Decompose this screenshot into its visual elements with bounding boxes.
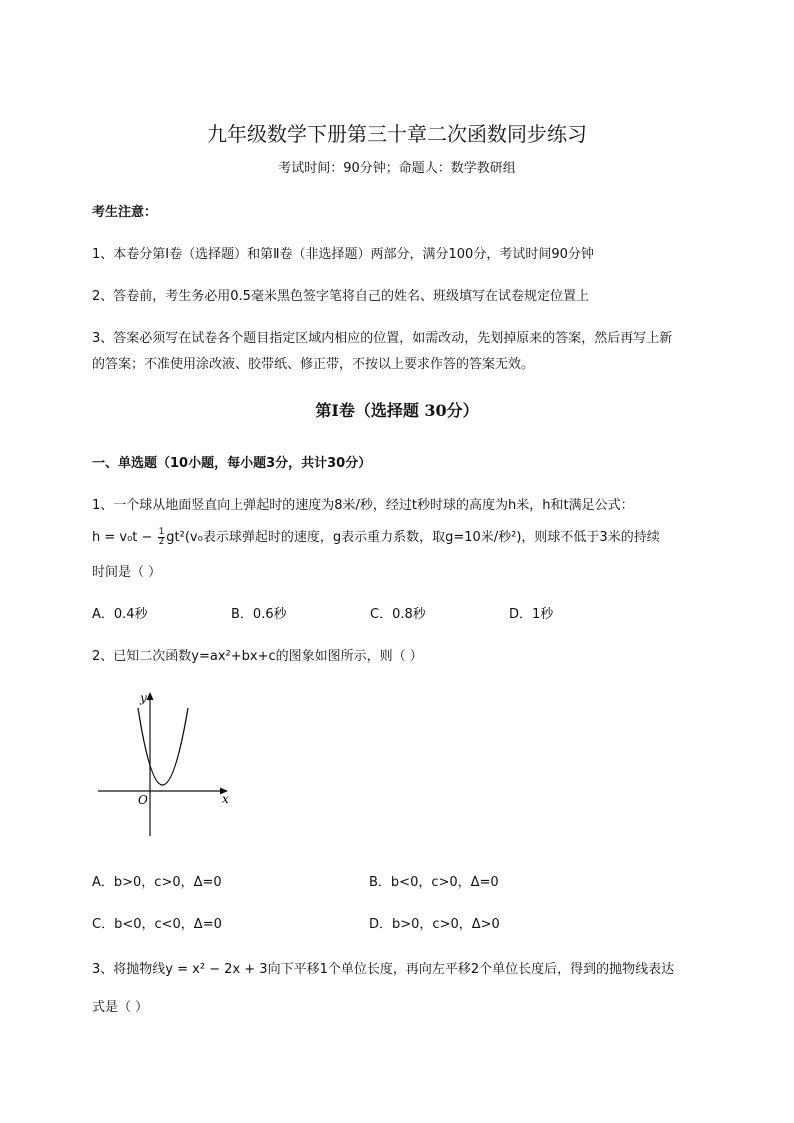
fraction-numerator: 1 <box>158 527 165 537</box>
q2-stem: 2、已知二次函数y=ax²+bx+c的图象如图所示，则（ ） <box>92 649 423 664</box>
q3-answer-line: 式是（ ） <box>92 1000 149 1015</box>
y-axis-label: y <box>140 691 147 705</box>
section-subheading: 一、单选题（10小题，每小题3分，共计30分） <box>92 456 372 471</box>
q3-stem: 3、将抛物线y = x² − 2x + 3向下平移1个单位长度，再向左平移2个单位长度后，得到的抛物线表达 <box>92 962 675 977</box>
note-item: 1、本卷分第I卷（选择题）和第Ⅱ卷（非选择题）两部分，满分100分，考试时间90分钟 <box>92 247 594 262</box>
y-axis-arrow <box>147 692 154 700</box>
exam-info: 考试时间：90分钟；命题人：数学教研组 <box>278 161 516 176</box>
q1-answer-line: 时间是（ ） <box>92 565 162 580</box>
note-item: 2、答卷前，考生务必用0.5毫米黑色签字笔将自己的姓名、班级填写在试卷规定位置上 <box>92 289 589 304</box>
q1-option-d[interactable]: D．1秒 <box>509 607 554 622</box>
notes-heading: 考生注意： <box>92 205 158 220</box>
q1-formula-rest: gt²(v₀表示球弹起时的速度，g表示重力系数，取g=10米/秒²)，则球不低于3米的持续 <box>166 530 660 545</box>
q2-option-d[interactable]: D．b>0，c>0，Δ>0 <box>369 917 500 932</box>
page-title: 九年级数学下册第三十章二次函数同步练习 <box>207 122 587 146</box>
x-axis-label: x <box>222 792 229 806</box>
note-item: 的答案；不准使用涂改液、胶带纸、修正带，不按以上要求作答的答案无效。 <box>92 357 535 372</box>
q1-formula <box>92 526 660 547</box>
q1-option-c[interactable]: C．0.8秒 <box>370 607 426 622</box>
fraction-denominator: 2 <box>158 537 165 547</box>
q2-option-b[interactable]: B．b<0，c>0，Δ=0 <box>369 875 499 890</box>
q1-formula-start: h = v₀t − <box>92 530 157 545</box>
parabola-curve <box>138 708 188 785</box>
q1-stem: 1、一个球从地面竖直向上弹起时的速度为8米/秒，经过t秒时球的高度为h米，h和t满足公式： <box>92 498 634 513</box>
section-title: 第I卷（选择题 30分） <box>315 401 479 420</box>
origin-label: O <box>138 793 148 807</box>
q2-option-a[interactable]: A．b>0，c>0，Δ=0 <box>92 875 222 890</box>
q2-option-c[interactable]: C．b<0，c<0，Δ=0 <box>92 917 222 932</box>
parabola-graph <box>92 686 242 842</box>
q1-option-b[interactable]: B．0.6秒 <box>231 607 287 622</box>
q1-option-a[interactable]: A．0.4秒 <box>92 607 148 622</box>
note-item: 3、答案必须写在试卷各个题目指定区域内相应的位置，如需改动，先划掉原来的答案，然后再写上新 <box>92 331 673 346</box>
fraction-one-half <box>158 528 166 547</box>
